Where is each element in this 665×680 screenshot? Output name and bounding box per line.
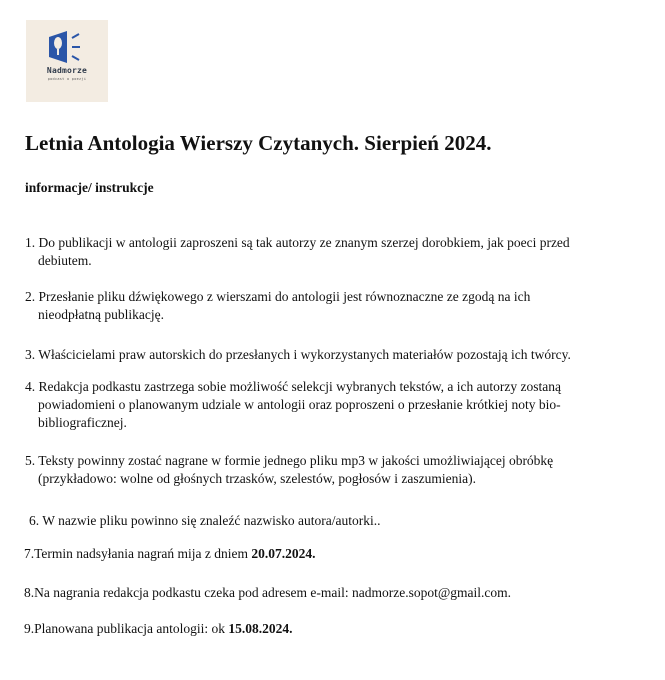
list-item-number: 9. (24, 621, 35, 636)
list-item-text-continued: debiutem. (38, 253, 92, 268)
page-subtitle: informacje/ instrukcje (25, 180, 154, 195)
list-item-number: 1. (25, 235, 36, 250)
list-item-number: 3. (25, 347, 36, 362)
list-item (25, 288, 650, 324)
logo-name: Nadmorze (46, 66, 88, 75)
microphone-megaphone-icon (45, 29, 89, 65)
list-item-number: 7. (24, 546, 35, 561)
list-item (25, 378, 650, 432)
publication-date: 15.08.2024. (228, 621, 293, 636)
list-item (24, 584, 649, 602)
list-item-number: 4. (25, 379, 36, 394)
list-item-text: Termin nadsyłania nagrań mija z dniem (34, 546, 252, 561)
list-item-text: Planowana publikacja antologii: ok (34, 621, 229, 636)
list-item-text: Teksty powinny zostać nagrane w formie jednego pliku mp3 w jakości umożliwiającej obróbkę (38, 453, 554, 468)
list-item-text-continued: nieodpłatną publikację. (38, 307, 164, 322)
list-item-number: 2. (25, 289, 36, 304)
list-item-text-continued: (przykładowo: wolne od głośnych trzasków, szelestów, pogłosów i zaszumienia). (38, 471, 477, 486)
list-item-number: 6. (29, 513, 40, 528)
list-item-number: 5. (25, 453, 36, 468)
list-item (25, 346, 655, 364)
deadline-date: 20.07.2024. (251, 546, 316, 561)
list-item-text: Przesłanie pliku dźwiękowego z wierszami do antologii jest równoznaczne ze zgodą na ich (38, 289, 531, 304)
list-item (24, 620, 649, 638)
logo-tagline: podcast o poezji (47, 77, 87, 81)
podcast-logo (26, 20, 108, 102)
list-item-number: 8. (24, 585, 35, 600)
list-item-text: Właścicielami praw autorskich do przesłanych i wykorzystanych materiałów pozostają ich twórcy. (38, 347, 571, 362)
list-item (24, 545, 649, 563)
page-title: Letnia Antologia Wierszy Czytanych. Sierpień 2024. (25, 131, 492, 155)
list-item-text: Redakcja podkastu zastrzega sobie możliwość selekcji wybranych tekstów, a ich autorzy zostaną (38, 379, 561, 394)
list-item-text-continued: powiadomieni o planowanym udziale w antologii oraz poproszeni o przesłanie krótkiej noty bio- (38, 397, 561, 412)
list-item (25, 234, 650, 270)
list-item-text: W nazwie pliku powinno się znaleźć nazwisko autora/autorki.. (42, 513, 381, 528)
list-item-text: Do publikacji w antologii zaproszeni są tak autorzy ze znanym szerzej dorobkiem, jak poeci przed (38, 235, 570, 250)
list-item-text: Na nagrania redakcja podkastu czeka pod adresem e-mail: nadmorze.sopot@gmail.com. (34, 585, 511, 600)
list-item (29, 512, 649, 530)
list-item-text-continued: bibliograficznej. (38, 415, 127, 430)
list-item (25, 452, 650, 488)
